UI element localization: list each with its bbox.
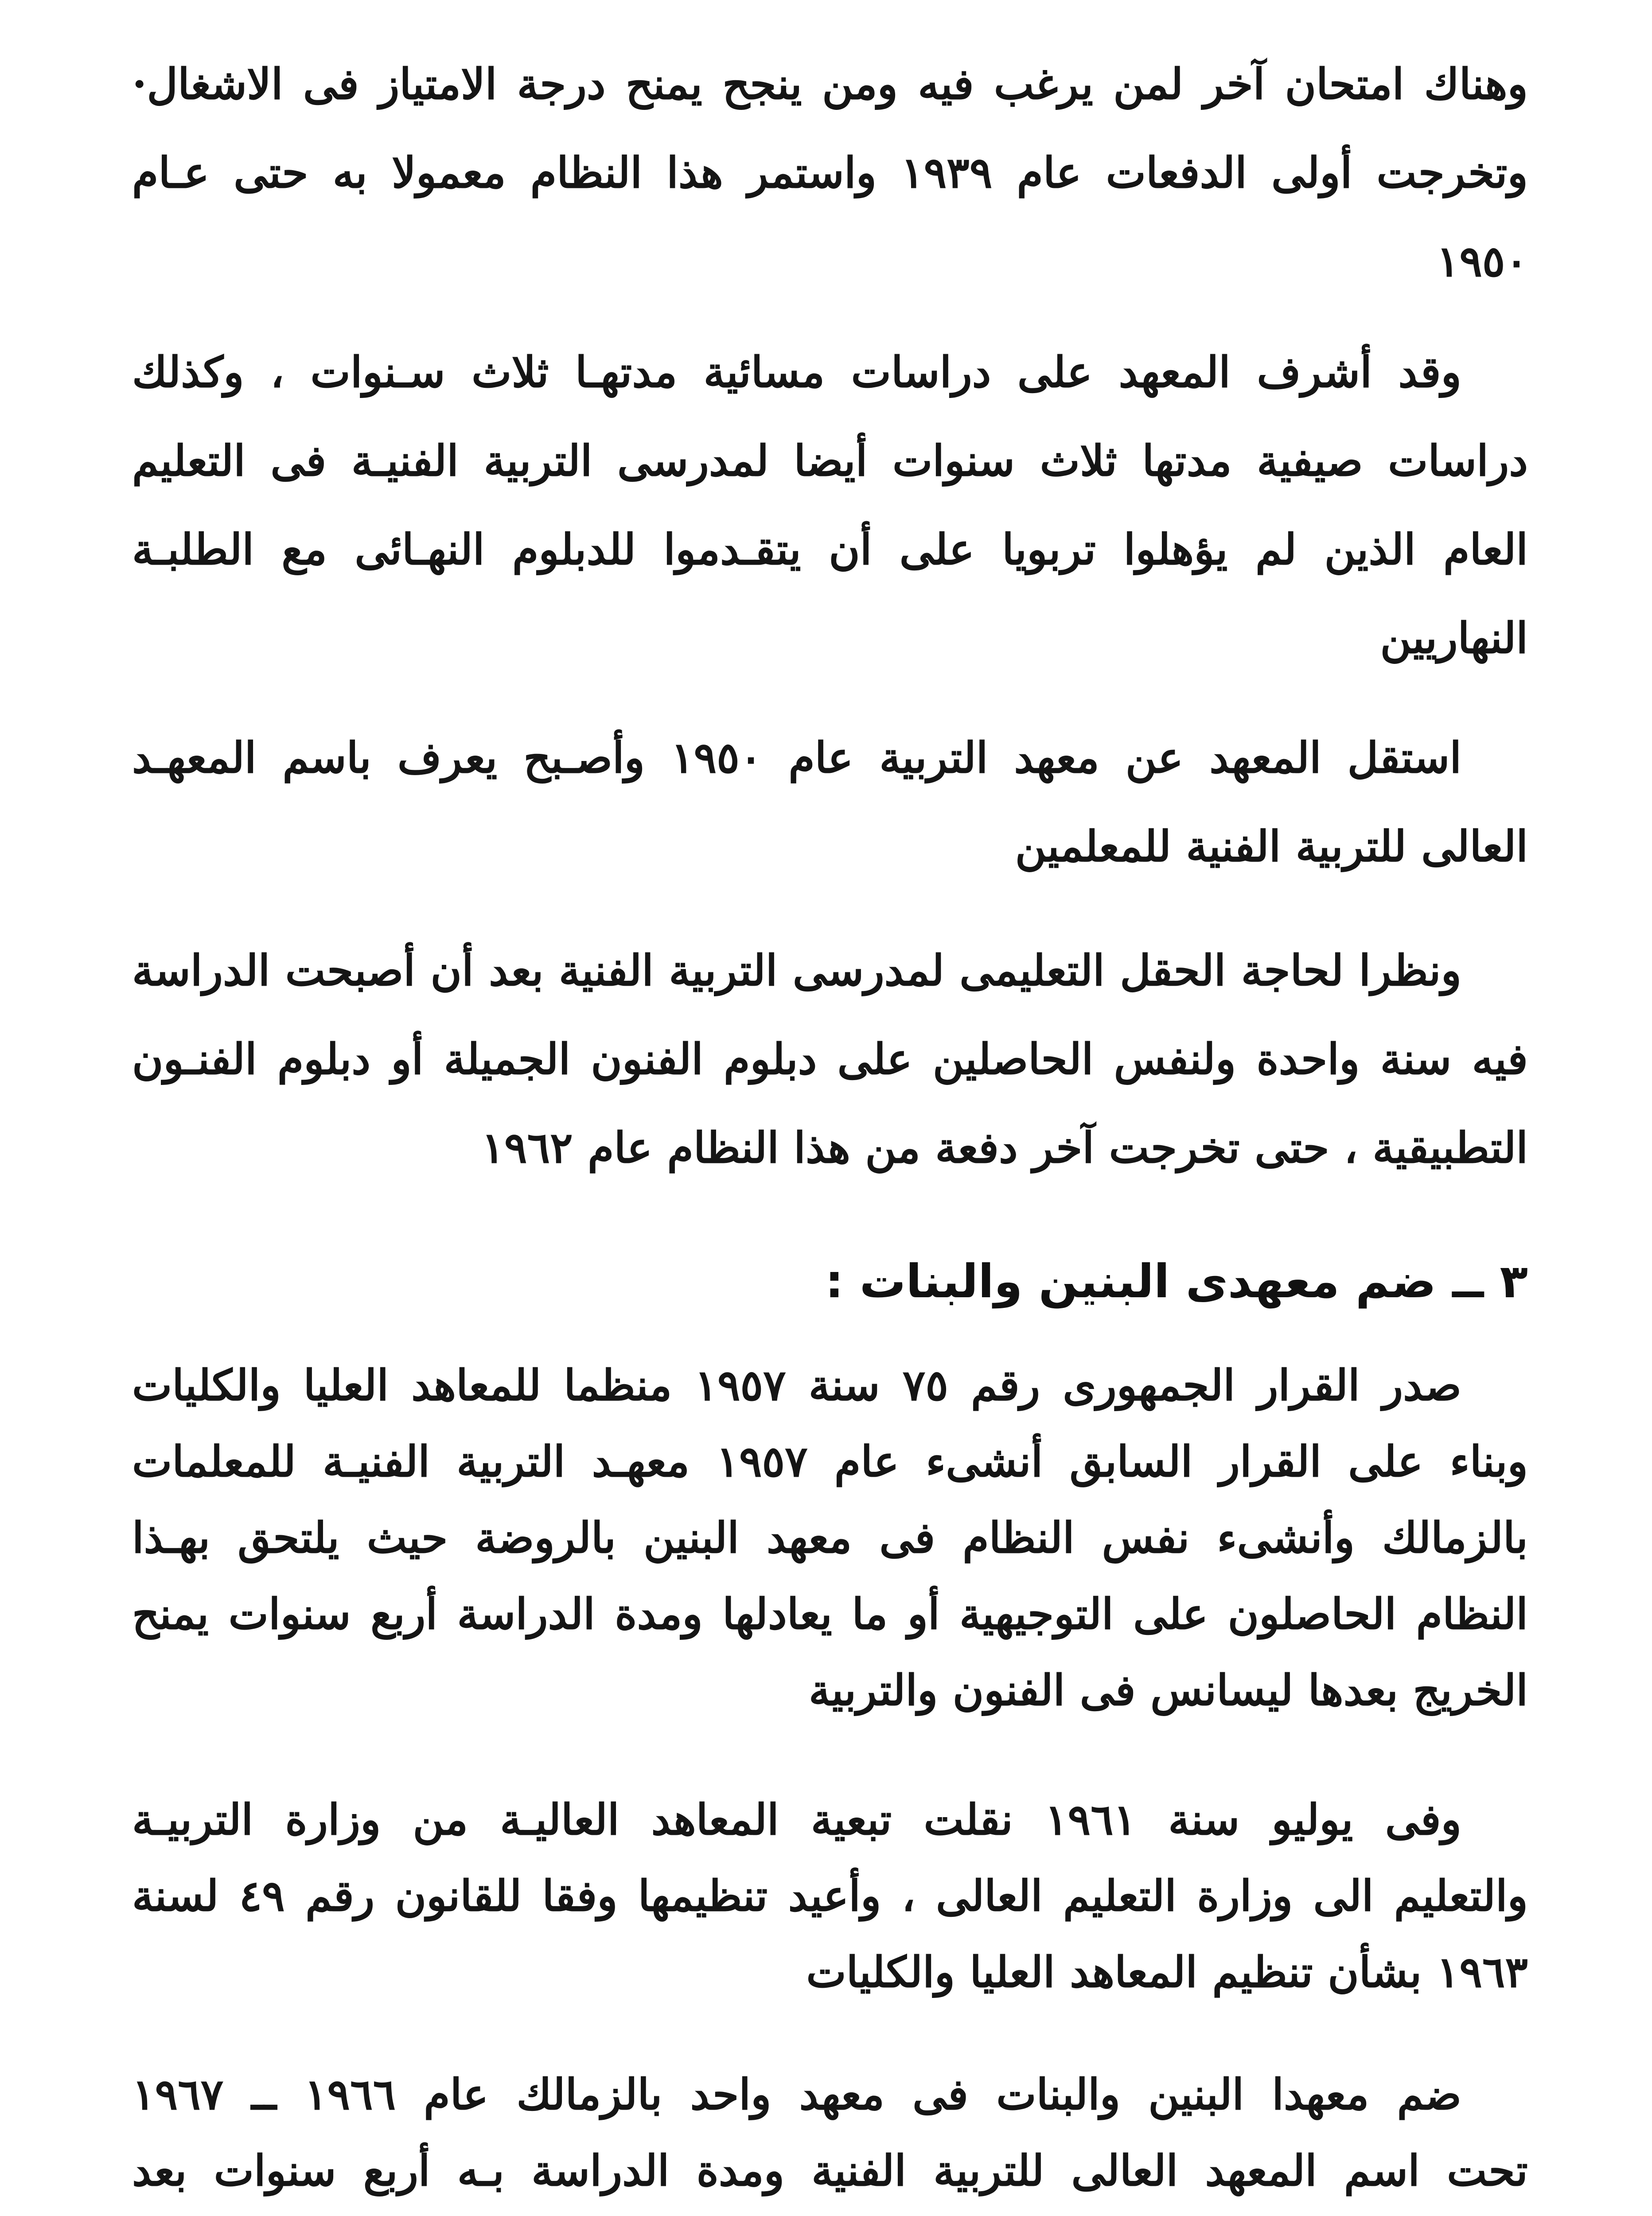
paragraph-line: وتخرجت أولى الدفعات عام ١٩٣٩ واستمر هذا النظام معمولا به حتى عـام [132,148,1528,198]
paragraph-line: ونظرا لحاجة الحقل التعليمى لمدرسى التربية الفنية بعد أن أصبحت الدراسة [132,945,1461,995]
paragraph-line: النظام الحاصلون على التوجيهية أو ما يعادلها ومدة الدراسة أربع سنوات يمنح [132,1589,1528,1639]
section-paragraph-3 [132,2056,1528,2216]
paragraph-line: ١٩٦٣ بشأن تنظيم المعاهد العليا والكليات [806,1947,1528,1997]
paragraph-line: وهناك امتحان آخر لمن يرغب فيه ومن ينجح يمنح درجة الامتياز فى الاشغال· [132,59,1528,109]
paragraph-line: العالى للتربية الفنية للمعلمين [1015,821,1528,871]
paragraph-line: الخريج بعدها ليسانس فى الفنون والتربية [809,1665,1528,1715]
paragraph-line: ١٩٥٠ [1436,236,1528,286]
section-paragraph-2 [132,1782,1528,2010]
paragraph-line: استقل المعهد عن معهد التربية عام ١٩٥٠ وأصـبح يعرف باسم المعهـد [132,733,1461,783]
paragraph-line: العام الذين لم يؤهلوا تربويا على أن يتقـدموا للدبلوم النهـائى مع الطلبـة [132,524,1528,574]
section-heading: ٣ ــ ضم معهدى البنين والبنات : [825,1254,1528,1308]
paragraph-line: بالزمالك وأنشىء نفس النظام فى معهد البنين بالروضة حيث يلتحق بهـذا [132,1513,1528,1563]
section-paragraph-1 [132,1347,1528,1728]
paragraph-2 [132,328,1528,683]
paragraph-line: وقد أشرف المعهد على دراسات مسائية مدتهـا ثلاث سـنوات ، وكذلك [132,347,1461,397]
paragraph-line: وفى يوليو سنة ١٩٦١ نقلت تبعية المعاهد العاليـة من وزارة التربيـة [132,1795,1462,1845]
paragraph-line: التطبيقية ، حتى تخرجت آخر دفعة من هذا النظام عام ١٩٦٢ [481,1123,1528,1173]
paragraph-line: صدر القرار الجمهورى رقم ٧٥ سنة ١٩٥٧ منظما للمعاهد العليا والكليات [132,1360,1462,1410]
paragraph-line: والتعليم الى وزارة التعليم العالى ، وأعيد تنظيمها وفقا للقانون رقم ٤٩ لسنة [132,1871,1528,1921]
paragraph-4 [132,926,1528,1192]
paragraph-line: وبناء على القرار السابق أنشىء عام ١٩٥٧ معهـد التربية الفنيـة للمعلمات [132,1436,1528,1486]
paragraph-line: دراسات صيفية مدتها ثلاث سنوات أيضا لمدرسى التربية الفنيـة فى التعليم [132,436,1528,486]
paragraph-3 [132,714,1528,891]
paragraph-line: تحت اسم المعهد العالى للتربية الفنية ومدة الدراسة بـه أربع سنوات بعد [132,2146,1528,2196]
paragraph-line [132,2209,1528,2216]
paragraph-line: ضم معهدا البنين والبنات فى معهد واحد بالزمالك عام ١٩٦٦ ــ ١٩٦٧ [132,2069,1462,2119]
paragraph-line: النهاريين [1380,613,1528,663]
paragraph-1 [132,40,1528,306]
paragraph-line: فيه سنة واحدة ولنفس الحاصلين على دبلوم الفنون الجميلة أو دبلوم الفنـون [132,1034,1528,1084]
